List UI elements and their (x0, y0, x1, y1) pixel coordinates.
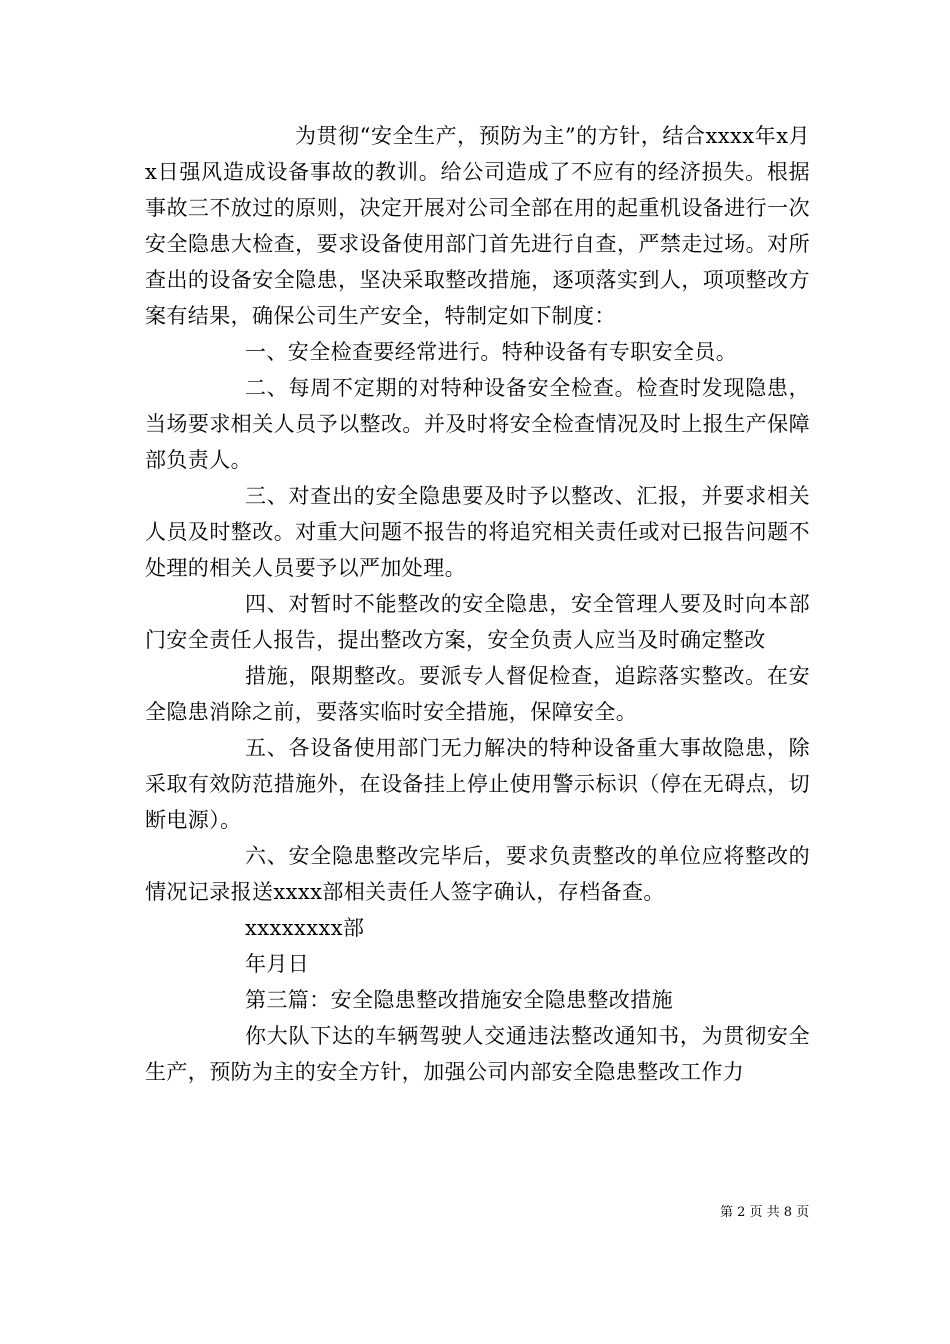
department-signature: xxxxxxxx部 (245, 916, 365, 940)
signature-date: 年月日 (245, 952, 310, 976)
rule-item-3: 三、对查出的安全隐患要及时予以整改、汇报，并要求相关人员及时整改。对重大问题不报告的将追究相关责任或对已报告问题不处理的相关人员要予以严加处理。 (145, 484, 810, 580)
rule-item-6: 六、安全隐患整改完毕后，要求负责整改的单位应将整改的情况记录报送xxxx部相关责任人签字确认，存档备查。 (145, 844, 810, 904)
section-heading: 第三篇：安全隐患整改措施安全隐患整改措施 (245, 988, 673, 1012)
section-paragraph: 你大队下达的车辆驾驶人交通违法整改通知书，为贯彻安全生产，预防为主的安全方针，加强公司内部安全隐患整改工作力 (145, 1024, 810, 1084)
rule-item-4: 四、对暂时不能整改的安全隐患，安全管理人要及时向本部门安全责任人报告，提出整改方案，安全负责人应当及时确定整改 (145, 592, 810, 652)
rule-item-5: 五、各设备使用部门无力解决的特种设备重大事故隐患，除采取有效防范措施外，在设备挂上停止使用警示标识（停在无碍点，切断电源）。 (145, 736, 810, 832)
rule-item-4-continued: 措施，限期整改。要派专人督促检查，追踪落实整改。在安全隐患消除之前，要落实临时安全措施，保障安全。 (145, 664, 810, 724)
page-number-footer: 第 2 页 共 8 页 (720, 1205, 810, 1220)
rule-item-2: 二、每周不定期的对特种设备安全检查。检查时发现隐患，当场要求相关人员予以整改。并及时将安全检查情况及时上报生产保障部负责人。 (145, 376, 810, 472)
rule-item-1: 一、安全检查要经常进行。特种设备有专职安全员。 (245, 340, 738, 364)
intro-paragraph: 为贯彻“安全生产，预防为主”的方针，结合xxxx年x月x日强风造成设备事故的教训。给公司造成了不应有的经济损失。根据事故三不放过的原则，决定开展对公司全部在用的起重机设备进行一次安全隐患大检查，要求设备使用部门首先进行自查，严禁走过场。对所查出的设备安全隐患，坚决采取整改措施，逐项落实到人，项项整改方案有结果，确保公司生产安全，特制定如下制度： (145, 124, 810, 328)
document-body (145, 118, 810, 1090)
